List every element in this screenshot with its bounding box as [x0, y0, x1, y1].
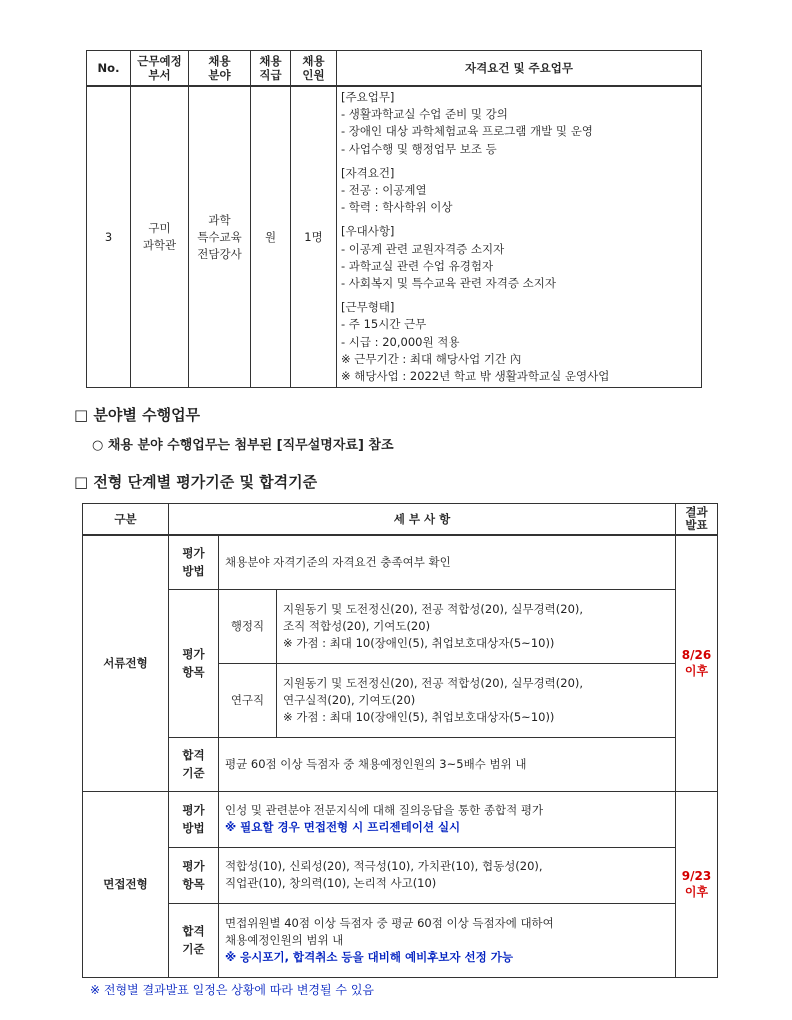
int-method: 인성 및 관련분야 전문지식에 대해 질의응답을 통한 종합적 평가 [225, 803, 544, 817]
doc-method: 채용분야 자격기준의 자격요건 충족여부 확인 [219, 535, 676, 589]
header-count: 채용 인원 [291, 51, 337, 87]
duties-block [341, 89, 697, 158]
header-requirements: 자격요건 및 주요업무 [337, 51, 702, 87]
duties-title: [주요업무] [341, 90, 395, 104]
pref-title: [우대사항] [341, 224, 395, 239]
row-count: 1명 [291, 86, 337, 388]
duty-item: - 생활과학교실 수업 준비 및 강의 [341, 107, 508, 122]
stage-interview: 면접전형 [83, 791, 169, 977]
work-item: - 주 15시간 근무 [341, 317, 427, 332]
header-result: 결과 발표 [676, 504, 718, 536]
section-duties-note: ○ 채용 분야 수행업무는 첨부된 [직무설명자료] 참조 [92, 438, 394, 453]
pref-item: - 이공계 관련 교원자격증 소지자 [341, 241, 505, 256]
section-eval-heading: □ 전형 단계별 평가기준 및 합격기준 [74, 473, 318, 491]
section-duties-heading: □ 분야별 수행업무 [74, 406, 201, 424]
row-detail [337, 86, 702, 388]
work-item: ※ 근무기간 : 최대 해당사업 기간 內 [341, 351, 522, 366]
schedule-footnote: ※ 전형별 결과발표 일정은 상황에 따라 변경될 수 있음 [90, 983, 375, 997]
header-category: 구분 [83, 504, 169, 536]
pref-item: - 과학교실 관련 수업 유경험자 [341, 258, 494, 273]
qual-item: - 전공 : 이공계열 [341, 183, 427, 198]
header-dept: 근무예정 부서 [131, 51, 189, 87]
duty-item: - 사업수행 및 행정업무 보조 등 [341, 141, 497, 156]
header-field: 채용 분야 [189, 51, 251, 87]
int-method-label: 평가 방법 [169, 791, 219, 847]
evaluation-table [82, 503, 718, 978]
work-item: - 시급 : 20,000원 적용 [341, 334, 460, 349]
header-grade: 채용 직급 [251, 51, 291, 87]
row-grade: 원 [251, 86, 291, 388]
pref-item: - 사회복지 및 특수교육 관련 자격증 소지자 [341, 276, 556, 291]
preference-block [341, 223, 697, 292]
doc-items-label: 평가 항목 [169, 589, 219, 737]
stage-document: 서류전형 [83, 535, 169, 791]
int-result-date: 9/23 이후 [676, 791, 718, 977]
int-pass-note: ※ 응시포기, 합격취소 등을 대비해 예비후보자 선정 가능 [225, 949, 513, 964]
int-pass-cell [219, 903, 676, 977]
qualification-block [341, 165, 697, 217]
qual-item: - 학력 : 학사학위 이상 [341, 200, 453, 215]
doc-result-date: 8/26 이후 [676, 535, 718, 791]
int-pass-label: 합격 기준 [169, 903, 219, 977]
header-detail: 세 부 사 항 [169, 504, 676, 536]
work-item: ※ 해당사업 : 2022년 학교 밖 생활과학교실 운영사업 [341, 369, 610, 384]
qual-title: [자격요건] [341, 165, 395, 180]
header-no: No. [87, 51, 131, 87]
duty-item: - 장애인 대상 과학체험교육 프로그램 개발 및 운영 [341, 124, 593, 139]
work-title: [근무형태] [341, 300, 395, 315]
int-items-label: 평가 항목 [169, 847, 219, 903]
doc-pass-label: 합격 기준 [169, 737, 219, 791]
doc-pass: 평균 60점 이상 득점자 중 채용예정인원의 3~5배수 범위 내 [219, 737, 676, 791]
int-pass: 면접위원별 40점 이상 득점자 중 평균 60점 이상 득점자에 대하여 채용예정인원의 범위 내 [225, 915, 554, 947]
row-no: 3 [87, 86, 131, 388]
doc-admin-items: 지원동기 및 도전정신(20), 전공 적합성(20), 실무경력(20), 조직 적합성(20), 기여도(20) ※ 가점 : 최대 10(장애인(5), 취업보호대상자(5~10)) [277, 589, 676, 663]
doc-research-items: 지원동기 및 도전정신(20), 전공 적합성(20), 실무경력(20), 연구실적(20), 기여도(20) ※ 가점 : 최대 10(장애인(5), 취업보호대상자(5~10)) [277, 663, 676, 737]
work-block [341, 299, 697, 385]
int-items: 적합성(10), 신뢰성(20), 적극성(10), 가치관(10), 협동성(20), 직업관(10), 창의력(10), 논리적 사고(10) [219, 847, 676, 903]
position-table [86, 50, 702, 388]
int-method-cell [219, 791, 676, 847]
row-dept: 구미 과학관 [131, 86, 189, 388]
row-field: 과학 특수교육 전담강사 [189, 86, 251, 388]
int-method-note: ※ 필요할 경우 면접전형 시 프리젠테이션 실시 [225, 820, 461, 834]
doc-method-label: 평가 방법 [169, 535, 219, 589]
doc-research-label: 연구직 [219, 663, 277, 737]
doc-admin-label: 행정직 [219, 589, 277, 663]
